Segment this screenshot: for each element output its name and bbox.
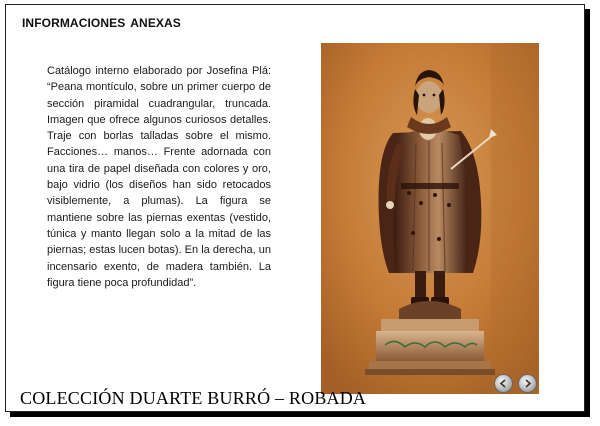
statue-photo [321,43,539,394]
catalog-description: Catálogo interno elaborado por Josefina Plá: “Peana montículo, sobre un primer cuerpo de sección piramidal cuadrangular, truncada. Imagen que ofrece algunos curiosos detalles. Traje con borlas talladas sobre el mismo. Facciones… manos… Frente adornada con una tira de papel diseñada con colores y oro, bajo vidrio (los diseños han sido retocados visiblemente, a plumas). La figura se mantiene sobre las piernas exentas (vestido, túnica y manto llegan solo a la mitad de las piernas; estas lucen botas). En la derecha, un incensario exento, de madera también. La figura tiene poca profundidad”. [47,65,271,289]
collection-caption: COLECCIÓN DUARTE BURRÓ – ROBADA [20,388,367,408]
next-slide-button[interactable] [518,374,537,393]
section-title: INFORMACIONES ANEXAS [22,16,181,30]
arrow-left-icon [498,378,509,389]
previous-slide-button[interactable] [494,374,513,393]
arrow-right-icon [522,378,533,389]
